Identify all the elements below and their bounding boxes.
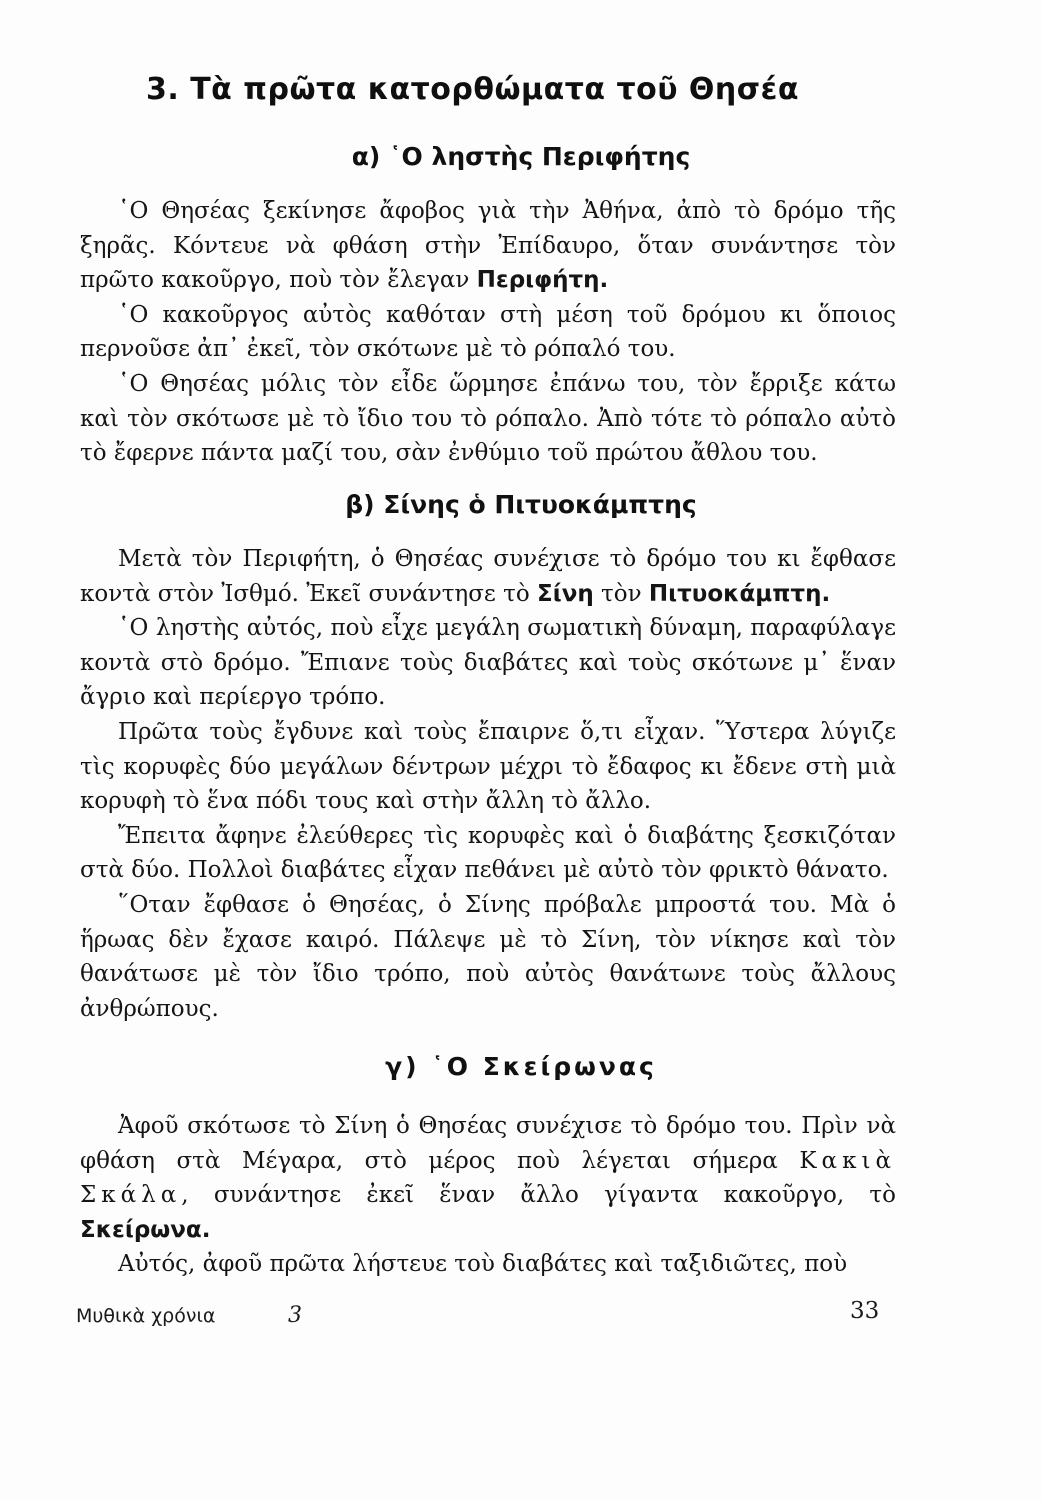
paragraph xyxy=(80,1109,896,1247)
footer-signature-mark: 3 xyxy=(288,1303,302,1328)
section-heading-periphetes: α) ῾Ο ληστὴς Περιφήτης xyxy=(351,142,691,171)
section-heading-skiron: γ) ῾Ο Σκείρωνας xyxy=(385,1052,657,1081)
paragraph-text: τὸν xyxy=(593,580,649,607)
name-skiron: Σκείρωνα. xyxy=(80,1216,211,1243)
paragraph-text: Μετὰ τὸν Περιφήτη, ὁ Θησέας συνέχισε τὸ δρόμο του κι ἔφθασε κοντὰ στὸν Ἰσθμό. Ἐκεῖ συνάντησε τὸ xyxy=(80,546,896,607)
page-number: 33 xyxy=(850,1298,880,1324)
footer-book-title: Μυθικὰ χρόνια xyxy=(76,1305,216,1327)
paragraph xyxy=(80,194,896,298)
paragraph xyxy=(80,542,896,611)
paragraph-text: , συνάντησε ἐκεῖ ἕναν ἄλλο γίγαντα κακοῦργο, τὸ xyxy=(181,1182,896,1209)
paragraph: ῾Ο ληστὴς αὐτός, ποὺ εἶχε μεγάλη σωματικὴ δύναμη, παραφύλαγε κοντὰ στὸ δρόμο. Ἔπιανε τοὺς διαβάτες καὶ τοὺς σκότωνε μ᾿ ἕναν ἄγριο καὶ περίεργο τρόπο. xyxy=(80,615,896,711)
section-body-sinis xyxy=(80,542,896,1026)
paragraph-text: ῾Ο Θησέας ξεκίνησε ἄφοβος γιὰ τὴν Ἀθήνα, ἀπὸ τὸ δρόμο τῆς ξηρᾶς. Κόντευε νὰ φθάση στὴν Ἐπίδαυρο, ὅταν συνάντησε τὸν πρῶτο κακοῦργο, ποὺ τὸν ἔλεγαν xyxy=(80,198,896,294)
name-pityokamptis: Πιτυοκάμπτη. xyxy=(648,580,831,607)
chapter-title: 3. Τὰ πρῶτα κατορθώματα τοῦ Θησέα xyxy=(146,72,799,107)
paragraph: Πρῶτα τοὺς ἔγδυνε καὶ τοὺς ἔπαιρνε ὅ,τι εἶχαν. Ὕστερα λύγιζε τὶς κορυφὲς δύο μεγάλων δέντρων μέχρι τὸ ἔδαφος κι ἔδενε στὴ μιὰ κορυφὴ τὸ ἕνα πόδι τους καὶ στὴν ἄλλη τὸ ἄλλο. xyxy=(80,718,896,815)
paragraph: ῾Ο Θησέας μόλις τὸν εἶδε ὥρμησε ἐπάνω του, τὸν ἔρριξε κάτω καὶ τὸν σκότωσε μὲ τὸ ἴδιο του τὸ ρόπαλο. Ἀπὸ τότε τὸ ρόπαλο αὐτὸ τὸ ἔφερνε πάντα μαζί του, σὰν ἐνθύμιο τοῦ πρώτου ἄθλου του. xyxy=(80,370,896,467)
paragraph: Ἔπειτα ἄφηνε ἐλεύθερες τὶς κορυφὲς καὶ ὁ διαβάτης ξεσκιζόταν στὰ δύο. Πολλοὶ διαβάτες εἶχαν πεθάνει μὲ αὐτὸ τὸν φρικτὸ θάνατο. xyxy=(80,822,896,884)
paragraph: ῞Οταν ἔφθασε ὁ Θησέας, ὁ Σίνης πρόβαλε μπροστά του. Μὰ ὁ ἥρωας δὲν ἔχασε καιρό. Πάλεψε μὲ τὸ Σίνη, τὸν νίκησε καὶ τὸν θανάτωσε μὲ τὸν ἴδιο τρόπο, ποὺ αὐτὸς θανάτωνε τοὺς ἄλλους ἀνθρώπους. xyxy=(80,891,896,1022)
paragraph-text: Ἀφοῦ σκότωσε τὸ Σίνη ὁ Θησέας συνέχισε τὸ δρόμο του. Πρὶν νὰ φθάση στὰ Μέγαρα, στὸ μέρος ποὺ λέγεται σήμερα xyxy=(80,1113,896,1174)
name-sinis: Σίνη xyxy=(537,580,594,607)
place-kakia-skala: Κακιὰ Σκάλα xyxy=(80,1147,896,1209)
paragraph: ῾Ο κακοῦργος αὐτὸς καθόταν στὴ μέση τοῦ δρόμου κι ὅποιος περνοῦσε ἀπ᾿ ἐκεῖ, τὸν σκότωνε μὲ τὸ ρόπαλό του. xyxy=(80,301,896,363)
name-periphetes: Περιφήτη. xyxy=(476,267,609,294)
section-body-periphetes xyxy=(80,194,896,471)
paragraph: Αὐτός, ἀφοῦ πρῶτα λήστευε τοὺ διαβάτες καὶ ταξιδιῶτες, ποὺ xyxy=(118,1251,848,1278)
section-heading-sinis: β) Σίνης ὁ Πιτυοκάμπτης xyxy=(345,490,697,519)
section-body-skiron xyxy=(80,1109,896,1282)
